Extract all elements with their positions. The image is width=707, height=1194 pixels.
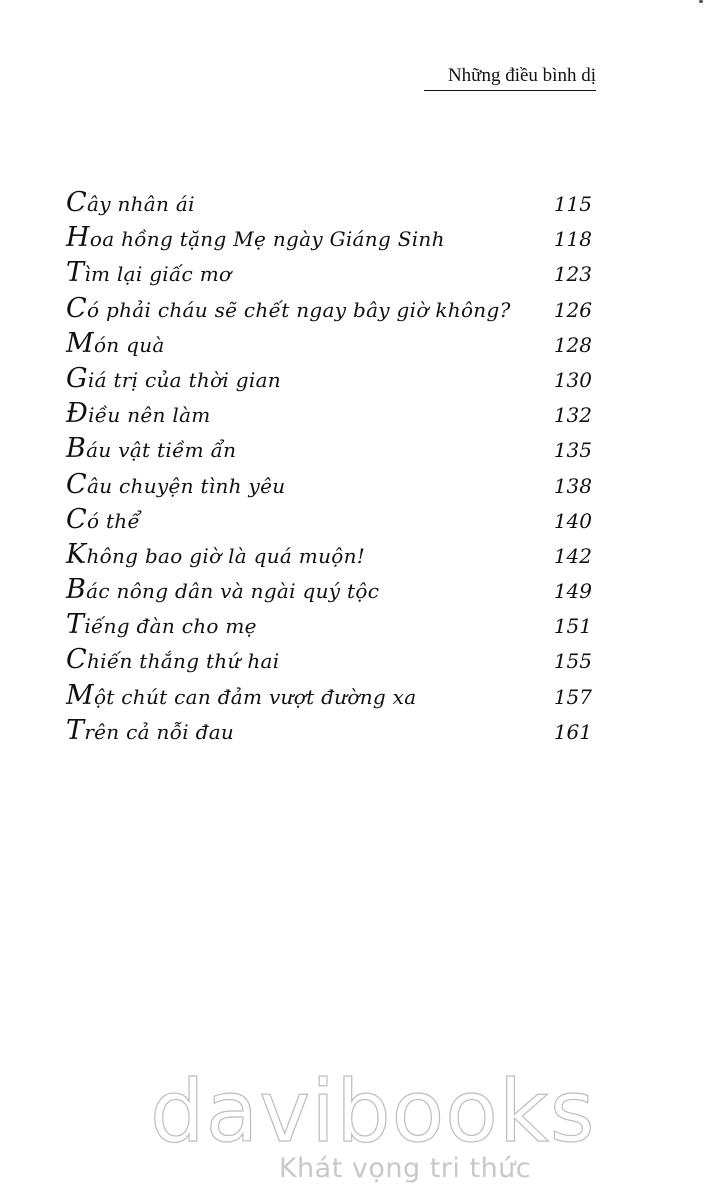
toc-entry-page: 161 [553, 719, 592, 744]
toc-entry-title: Cây nhân ái [66, 187, 195, 218]
toc-entry-page: 123 [553, 262, 592, 287]
toc-entry [66, 539, 592, 574]
toc-entry [66, 504, 592, 539]
corner-mark [699, 0, 703, 3]
toc-entry-title: Giá trị của thời gian [66, 362, 281, 394]
toc-entry [66, 469, 592, 504]
toc-entry [66, 644, 592, 679]
toc-entry-title: Chiến thắng thứ hai [66, 644, 280, 676]
toc-entry [66, 574, 592, 609]
toc-entry [66, 715, 592, 750]
toc-entry [66, 398, 592, 433]
running-header: Những điều bình dị [424, 64, 596, 91]
watermark [150, 1062, 596, 1184]
toc-entry-page: 142 [553, 543, 592, 568]
toc-entry-title: Điều nên làm [66, 398, 211, 430]
toc-entry [66, 328, 592, 363]
toc-entry-title: Câu chuyện tình yêu [66, 468, 286, 500]
toc-entry-title: Bác nông dân và ngài quý tộc [66, 574, 380, 606]
toc-entry [66, 680, 592, 715]
toc-entry-title: Báu vật tiềm ẩn [66, 433, 237, 465]
toc-entry-title: Có thể [66, 503, 141, 535]
table-of-contents [66, 187, 592, 750]
toc-entry-page: 157 [553, 684, 592, 709]
toc-entry-title: Trên cả nỗi đau [66, 714, 235, 746]
watermark-brand: davibooks [150, 1062, 596, 1162]
toc-entry-title: Món quà [66, 327, 165, 359]
toc-entry-page: 135 [553, 438, 592, 463]
toc-entry-page: 132 [553, 403, 592, 428]
toc-entry [66, 187, 592, 222]
toc-entry-page: 140 [553, 508, 592, 533]
toc-entry [66, 433, 592, 468]
toc-entry-page: 128 [553, 332, 592, 357]
toc-entry [66, 609, 592, 644]
toc-entry-title: Hoa hồng tặng Mẹ ngày Giáng Sinh [66, 222, 445, 254]
toc-entry-page: 155 [553, 649, 592, 674]
toc-entry-title: Tìm lại giấc mơ [66, 257, 232, 289]
toc-entry-title: Một chút can đảm vượt đường xa [66, 679, 417, 711]
toc-entry [66, 222, 592, 257]
toc-entry-page: 130 [553, 367, 592, 392]
toc-entry-title: Không bao giờ là quá muộn! [66, 538, 366, 570]
toc-entry-title: Có phải cháu sẽ chết ngay bây giờ không? [66, 292, 511, 324]
toc-entry-title: Tiếng đàn cho mẹ [66, 609, 257, 641]
toc-entry-page: 151 [553, 614, 592, 639]
toc-entry-page: 149 [553, 579, 592, 604]
watermark-tagline: Khát vọng tri thức [278, 1153, 532, 1184]
toc-entry-page: 126 [553, 297, 592, 322]
toc-entry [66, 363, 592, 398]
toc-entry-page: 118 [553, 227, 592, 252]
toc-entry [66, 293, 592, 328]
toc-entry-page: 115 [553, 192, 592, 216]
toc-entry [66, 257, 592, 292]
toc-entry-page: 138 [553, 473, 592, 498]
